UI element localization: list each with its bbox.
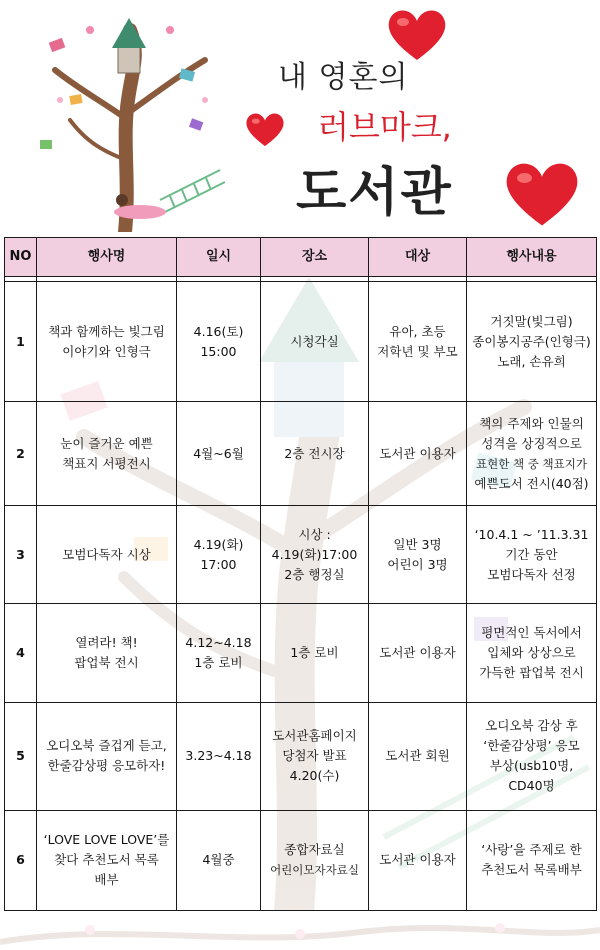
target-cell [369,402,467,506]
place-line: 어린이모자자료실 [270,863,359,878]
content-cell [467,282,597,402]
event-name-line: 책과 함께하는 빛그림 [48,323,165,339]
content-line: 예쁜도서 전시(40점) [474,475,589,491]
place-line: 4.20(수) [289,768,340,784]
event-name-line: 팝업북 전시 [74,655,139,671]
row-number: 6 [5,810,37,910]
event-name-cell [37,702,177,810]
date-line: 4.16(토) [193,323,244,339]
target-line: 어린이 3명 [387,556,448,572]
date-cell [177,402,261,506]
place-cell [261,282,369,402]
content-line: 기간 동안 [505,546,558,562]
content-cell [467,402,597,506]
column-header-content: 행사내용 [467,238,597,277]
event-name-cell [37,506,177,604]
date-line: 4월~6월 [193,445,244,461]
content-line: 표현한 책 중 책표지가 [476,456,587,471]
column-header-target: 대상 [369,238,467,277]
column-header-date: 일시 [177,238,261,277]
target-line: 도서관 이용자 [379,645,456,661]
row-number: 5 [5,702,37,810]
target-cell [369,282,467,402]
event-name-line: 이야기와 인형극 [62,343,151,359]
target-line: 도서관 이용자 [379,445,456,461]
footer-illustration [0,912,600,950]
event-name-cell [37,402,177,506]
target-cell [369,506,467,604]
content-line: 가득한 팝업북 전시 [479,665,584,681]
place-cell [261,702,369,810]
event-name-line: 열려라! 책! [75,635,138,651]
title-line-2: 러브마크, [318,108,452,146]
place-line: 당첨자 발표 [282,748,347,764]
event-name-cell [37,604,177,702]
place-line: 도서관홈페이지 [272,728,357,744]
target-line: 도서관 이용자 [379,852,456,868]
row-number: 3 [5,506,37,604]
table-row [5,402,597,506]
table-row [5,702,597,810]
content-line: ‘10.4.1 ~ ’11.3.31 [474,526,589,542]
table-row [5,506,597,604]
date-cell [177,810,261,910]
event-name-line: 모범다독자 시상 [62,546,151,562]
place-line: 1층 로비 [290,645,339,661]
content-line: ‘사랑’을 주제로 한 [481,842,582,858]
date-line: 3.23~4.18 [185,748,252,764]
event-table [4,237,597,911]
column-header-event: 행사명 [37,238,177,277]
event-name-line: 한줄감상평 응모하자! [47,758,166,774]
event-name-line: 배부 [94,872,119,888]
date-cell [177,702,261,810]
content-line: 성격을 상징적으로 [481,435,582,451]
date-cell [177,506,261,604]
row-number: 1 [5,282,37,402]
header-banner [0,0,600,236]
target-line: 일반 3명 [393,536,442,552]
content-line: 책의 주제와 인물의 [479,415,584,431]
content-line: 평면적인 독서에서 [481,625,582,641]
content-cell [467,604,597,702]
target-line: 도서관 회원 [385,748,450,764]
content-cell [467,810,597,910]
date-line: 17:00 [200,556,237,572]
column-header-place: 장소 [261,238,369,277]
event-name-cell [37,810,177,910]
place-line: 종합자료실 [284,842,345,858]
content-line: CD40명 [508,778,555,794]
table-row [5,604,597,702]
place-cell [261,402,369,506]
table-header-row [5,238,597,277]
heart-icon [502,158,582,228]
date-line: 4.12~4.18 [185,635,252,651]
row-number: 4 [5,604,37,702]
heart-icon [244,110,286,148]
target-cell [369,810,467,910]
content-line: 입체와 상상으로 [487,645,576,661]
event-name-line: 눈이 즐거운 예쁜 [60,435,153,451]
place-cell [261,604,369,702]
target-cell [369,604,467,702]
title-line-1: 내 영혼의 [278,60,409,95]
table-row [5,810,597,910]
content-line: 오디오북 감상 후 [485,718,578,734]
event-name-cell [37,282,177,402]
date-cell [177,282,261,402]
date-line: 1층 로비 [194,655,243,671]
content-line: 추천도서 목록배부 [481,862,582,878]
content-cell [467,702,597,810]
target-line: 저학년 및 부모 [377,343,458,359]
date-line: 4.19(화) [193,536,244,552]
book-tree-illustration [30,0,230,232]
place-line: 2층 행정실 [284,566,345,582]
target-cell [369,702,467,810]
column-header-no: NO [5,238,37,277]
content-line: 종이봉지공주(인형극) [472,333,591,349]
row-number: 2 [5,402,37,506]
date-line: 15:00 [200,343,237,359]
page-title: 도서관 [296,163,453,223]
place-cell [261,810,369,910]
content-line: ‘한줄감상평’ 응모 [483,738,580,754]
place-line: 시상 : [298,526,331,542]
date-line: 4월중 [202,852,235,868]
event-name-line: 찾다 추천도서 목록 [54,852,159,868]
target-line: 유아, 초등 [389,323,446,339]
place-cell [261,506,369,604]
content-line: 노래, 손유희 [497,353,566,369]
table-row [5,282,597,402]
content-line: 부상(usb10명, [489,758,574,774]
event-name-line: ‘LOVE LOVE LOVE’를 [43,832,170,848]
content-line: 모범다독자 선정 [487,566,576,582]
content-line: 거짓말(빛그림) [490,313,573,329]
place-line: 시청각실 [290,333,339,349]
event-name-line: 책표지 서평전시 [62,455,151,471]
date-cell [177,604,261,702]
place-line: 4.19(화)17:00 [271,546,358,562]
content-cell [467,506,597,604]
event-table-wrapper [4,237,596,911]
event-name-line: 오디오북 즐겁게 듣고, [46,738,167,754]
place-line: 2층 전시장 [284,445,345,461]
